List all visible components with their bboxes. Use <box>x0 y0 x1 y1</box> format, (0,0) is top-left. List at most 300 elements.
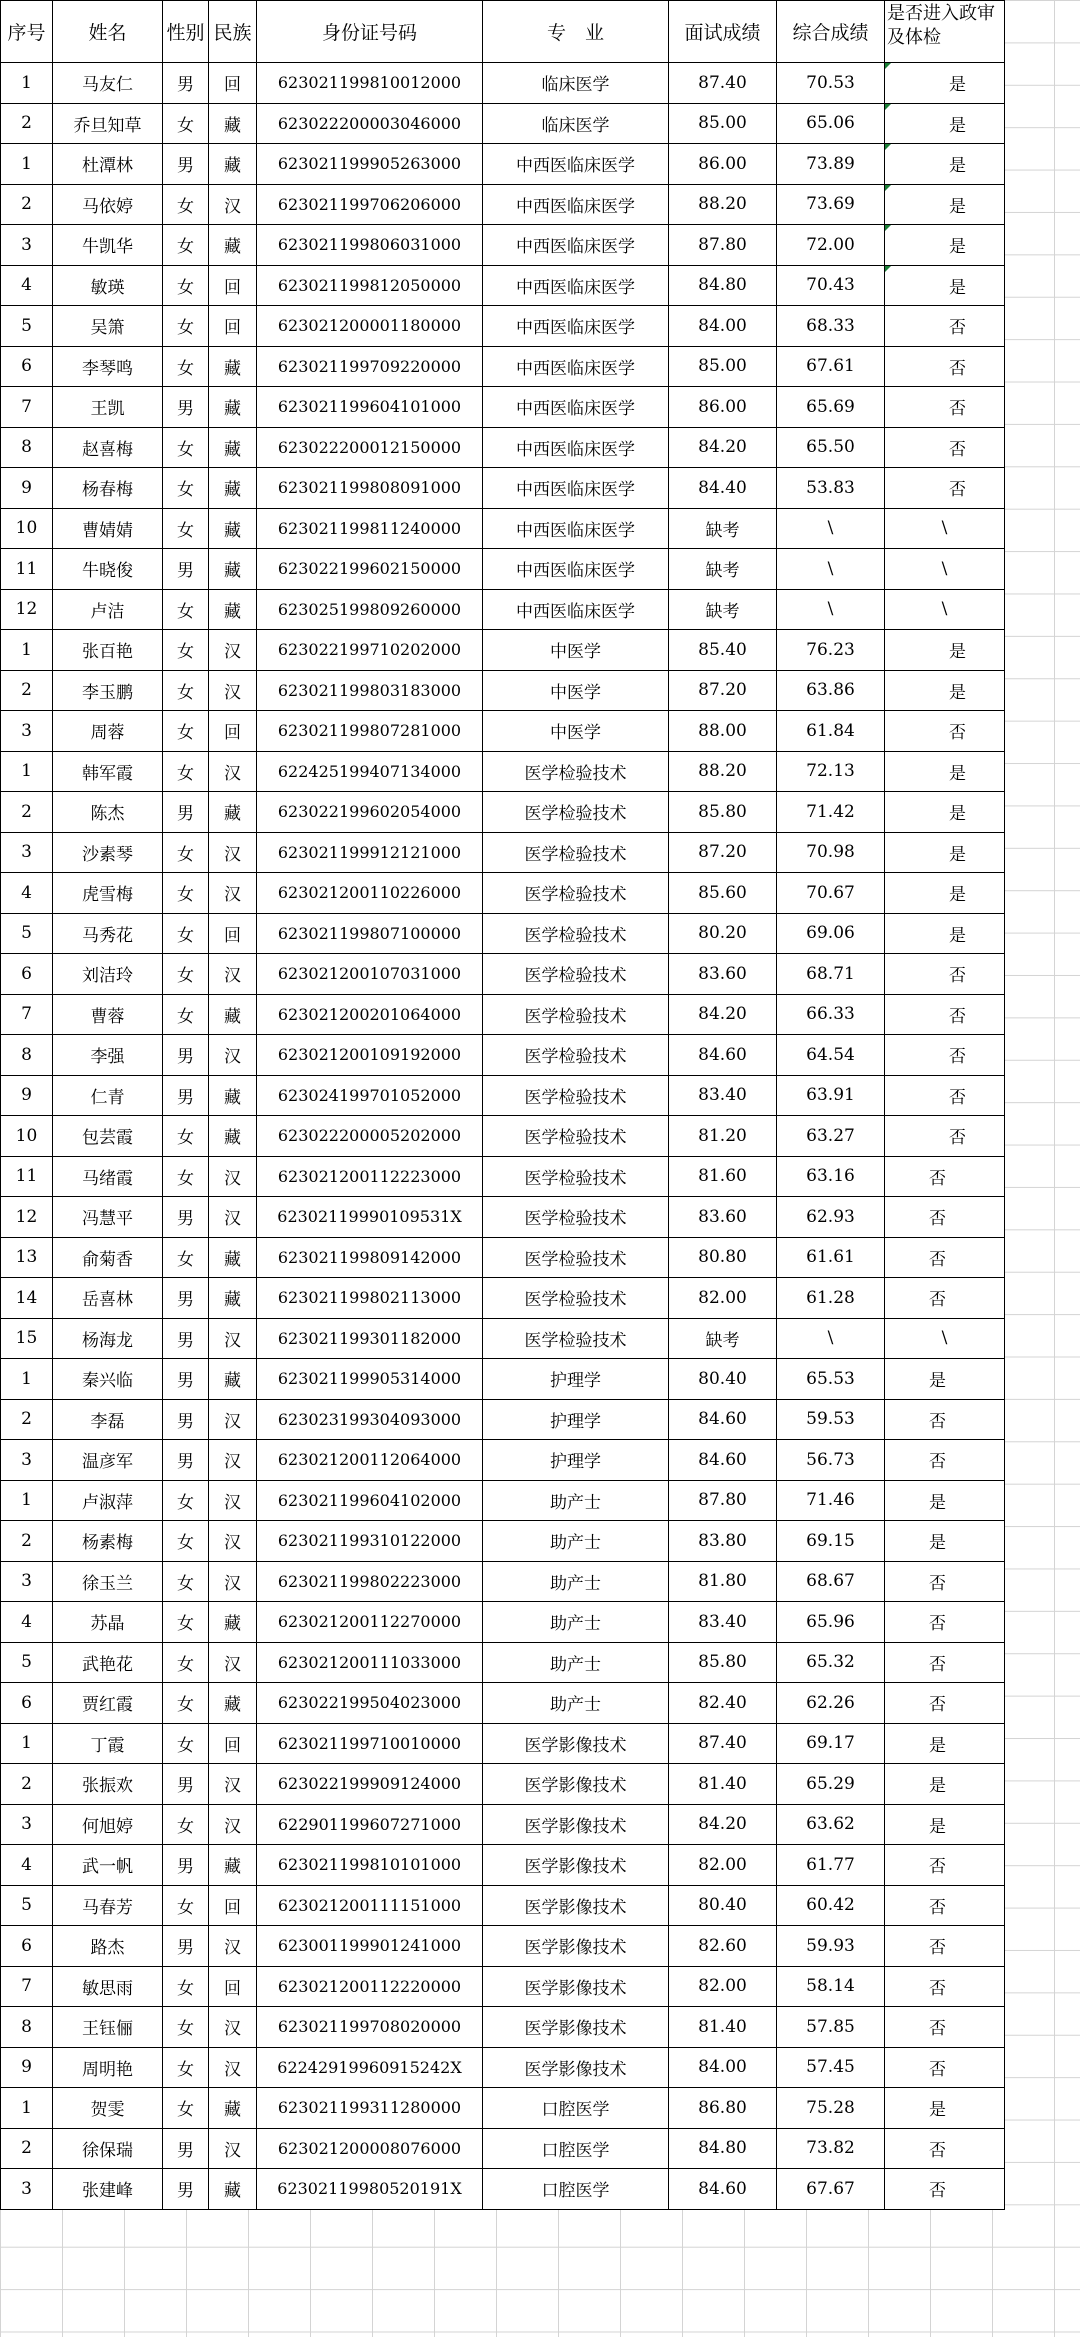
cell-id-number[interactable]: 62302119990109531X <box>257 1197 483 1238</box>
cell-id-number[interactable]: 623022199710202000 <box>257 630 483 671</box>
cell-seq[interactable]: 9 <box>1 468 53 509</box>
cell-gender[interactable]: 女 <box>163 225 209 266</box>
cell-gender[interactable]: 男 <box>163 2169 209 2210</box>
cell-ethnicity[interactable]: 藏 <box>209 387 257 428</box>
cell-name[interactable]: 杨春梅 <box>53 468 163 509</box>
cell-ethnicity[interactable]: 藏 <box>209 1278 257 1319</box>
cell-review-status[interactable]: 否 <box>885 994 1005 1035</box>
cell-ethnicity[interactable]: 汉 <box>209 1318 257 1359</box>
cell-gender[interactable]: 女 <box>163 1521 209 1562</box>
cell-gender[interactable]: 女 <box>163 1804 209 1845</box>
cell-ethnicity[interactable]: 回 <box>209 1885 257 1926</box>
cell-gender[interactable]: 男 <box>163 1845 209 1886</box>
cell-name[interactable]: 俞菊香 <box>53 1237 163 1278</box>
cell-interview-score[interactable]: 85.40 <box>669 630 777 671</box>
cell-id-number[interactable]: 623021199709220000 <box>257 346 483 387</box>
cell-gender[interactable]: 女 <box>163 103 209 144</box>
cell-id-number[interactable]: 623022200005202000 <box>257 1116 483 1157</box>
cell-ethnicity[interactable]: 藏 <box>209 1602 257 1643</box>
cell-major[interactable]: 中西医临床医学 <box>483 427 669 468</box>
cell-composite-score[interactable]: 60.42 <box>777 1885 885 1926</box>
cell-ethnicity[interactable]: 藏 <box>209 225 257 266</box>
cell-composite-score[interactable]: 73.69 <box>777 184 885 225</box>
cell-major[interactable]: 医学检验技术 <box>483 1156 669 1197</box>
cell-id-number[interactable]: 623021200112223000 <box>257 1156 483 1197</box>
cell-name[interactable]: 赵喜梅 <box>53 427 163 468</box>
cell-name[interactable]: 杨素梅 <box>53 1521 163 1562</box>
cell-name[interactable]: 温彦军 <box>53 1440 163 1481</box>
cell-id-number[interactable]: 623021199604102000 <box>257 1480 483 1521</box>
cell-name[interactable]: 李琴鸣 <box>53 346 163 387</box>
cell-gender[interactable]: 男 <box>163 1764 209 1805</box>
cell-ethnicity[interactable]: 藏 <box>209 1237 257 1278</box>
cell-composite-score[interactable]: \ <box>777 1318 885 1359</box>
cell-ethnicity[interactable]: 汉 <box>209 1764 257 1805</box>
cell-major[interactable]: 医学检验技术 <box>483 954 669 995</box>
cell-interview-score[interactable]: 85.00 <box>669 346 777 387</box>
cell-gender[interactable]: 男 <box>163 1318 209 1359</box>
cell-seq[interactable]: 8 <box>1 1035 53 1076</box>
cell-name[interactable]: 吴箫 <box>53 306 163 347</box>
cell-ethnicity[interactable]: 藏 <box>209 508 257 549</box>
cell-name[interactable]: 周蓉 <box>53 711 163 752</box>
cell-gender[interactable]: 女 <box>163 2047 209 2088</box>
cell-interview-score[interactable]: 85.80 <box>669 1642 777 1683</box>
cell-review-status[interactable]: 是 <box>885 1480 1005 1521</box>
cell-major[interactable]: 助产士 <box>483 1683 669 1724</box>
header-ethnicity[interactable]: 民族 <box>209 1 257 63</box>
cell-review-status[interactable]: 否 <box>885 346 1005 387</box>
cell-seq[interactable]: 3 <box>1 225 53 266</box>
cell-id-number[interactable]: 623021200111033000 <box>257 1642 483 1683</box>
cell-interview-score[interactable]: 81.40 <box>669 1764 777 1805</box>
cell-seq[interactable]: 2 <box>1 184 53 225</box>
cell-gender[interactable]: 女 <box>163 1602 209 1643</box>
cell-interview-score[interactable]: 81.60 <box>669 1156 777 1197</box>
cell-id-number[interactable]: 623021200001180000 <box>257 306 483 347</box>
cell-interview-score[interactable]: 82.00 <box>669 1966 777 2007</box>
cell-ethnicity[interactable]: 汉 <box>209 751 257 792</box>
cell-ethnicity[interactable]: 回 <box>209 63 257 104</box>
cell-major[interactable]: 医学检验技术 <box>483 751 669 792</box>
cell-gender[interactable]: 男 <box>163 1440 209 1481</box>
cell-name[interactable]: 乔旦知草 <box>53 103 163 144</box>
cell-ethnicity[interactable]: 藏 <box>209 1683 257 1724</box>
cell-interview-score[interactable]: 缺考 <box>669 1318 777 1359</box>
cell-name[interactable]: 张建峰 <box>53 2169 163 2210</box>
cell-seq[interactable]: 7 <box>1 387 53 428</box>
cell-name[interactable]: 曹婧婧 <box>53 508 163 549</box>
cell-review-status[interactable]: 是 <box>885 751 1005 792</box>
cell-ethnicity[interactable]: 藏 <box>209 427 257 468</box>
cell-name[interactable]: 包芸霞 <box>53 1116 163 1157</box>
cell-interview-score[interactable]: 84.20 <box>669 994 777 1035</box>
cell-gender[interactable]: 女 <box>163 184 209 225</box>
cell-interview-score[interactable]: 88.20 <box>669 751 777 792</box>
cell-interview-score[interactable]: 88.00 <box>669 711 777 752</box>
cell-composite-score[interactable]: 65.96 <box>777 1602 885 1643</box>
cell-ethnicity[interactable]: 回 <box>209 711 257 752</box>
cell-review-status[interactable]: 否 <box>885 1926 1005 1967</box>
cell-seq[interactable]: 1 <box>1 63 53 104</box>
cell-interview-score[interactable]: 83.80 <box>669 1521 777 1562</box>
cell-name[interactable]: 王钰俪 <box>53 2007 163 2048</box>
cell-gender[interactable]: 女 <box>163 630 209 671</box>
cell-seq[interactable]: 6 <box>1 1926 53 1967</box>
cell-name[interactable]: 敏思雨 <box>53 1966 163 2007</box>
cell-seq[interactable]: 10 <box>1 508 53 549</box>
cell-review-status[interactable]: 是 <box>885 63 1005 104</box>
cell-composite-score[interactable]: 58.14 <box>777 1966 885 2007</box>
cell-composite-score[interactable]: 71.46 <box>777 1480 885 1521</box>
cell-major[interactable]: 中西医临床医学 <box>483 306 669 347</box>
cell-name[interactable]: 陈杰 <box>53 792 163 833</box>
cell-major[interactable]: 护理学 <box>483 1359 669 1400</box>
cell-interview-score[interactable]: 80.20 <box>669 913 777 954</box>
cell-seq[interactable]: 5 <box>1 306 53 347</box>
cell-major[interactable]: 中西医临床医学 <box>483 468 669 509</box>
cell-review-status[interactable]: 否 <box>885 1561 1005 1602</box>
cell-gender[interactable]: 女 <box>163 832 209 873</box>
cell-composite-score[interactable]: 61.84 <box>777 711 885 752</box>
cell-name[interactable]: 牛凯华 <box>53 225 163 266</box>
cell-id-number[interactable]: 623021199905314000 <box>257 1359 483 1400</box>
cell-review-status[interactable]: \ <box>885 508 1005 549</box>
cell-id-number[interactable]: 623021199803183000 <box>257 670 483 711</box>
cell-seq[interactable]: 3 <box>1 1561 53 1602</box>
cell-interview-score[interactable]: 87.40 <box>669 63 777 104</box>
cell-gender[interactable]: 男 <box>163 387 209 428</box>
cell-composite-score[interactable]: 61.28 <box>777 1278 885 1319</box>
cell-interview-score[interactable]: 84.60 <box>669 1035 777 1076</box>
cell-ethnicity[interactable]: 汉 <box>209 1642 257 1683</box>
cell-interview-score[interactable]: 83.40 <box>669 1602 777 1643</box>
cell-name[interactable]: 贺雯 <box>53 2088 163 2129</box>
cell-ethnicity[interactable]: 回 <box>209 306 257 347</box>
cell-gender[interactable]: 男 <box>163 144 209 185</box>
cell-name[interactable]: 武艳花 <box>53 1642 163 1683</box>
cell-id-number[interactable]: 623021199807281000 <box>257 711 483 752</box>
cell-review-status[interactable]: 否 <box>885 1075 1005 1116</box>
cell-interview-score[interactable]: 88.20 <box>669 184 777 225</box>
cell-composite-score[interactable]: 69.17 <box>777 1723 885 1764</box>
cell-ethnicity[interactable]: 藏 <box>209 1116 257 1157</box>
cell-id-number[interactable]: 623021200109192000 <box>257 1035 483 1076</box>
cell-seq[interactable]: 8 <box>1 427 53 468</box>
cell-seq[interactable]: 1 <box>1 144 53 185</box>
cell-composite-score[interactable]: 63.16 <box>777 1156 885 1197</box>
cell-composite-score[interactable]: 69.15 <box>777 1521 885 1562</box>
cell-composite-score[interactable]: 75.28 <box>777 2088 885 2129</box>
cell-id-number[interactable]: 623021199810012000 <box>257 63 483 104</box>
cell-composite-score[interactable]: 63.62 <box>777 1804 885 1845</box>
cell-id-number[interactable]: 623021200201064000 <box>257 994 483 1035</box>
cell-id-number[interactable]: 623022200003046000 <box>257 103 483 144</box>
cell-id-number[interactable]: 623021200112220000 <box>257 1966 483 2007</box>
cell-review-status[interactable]: 是 <box>885 1723 1005 1764</box>
cell-seq[interactable]: 9 <box>1 1075 53 1116</box>
cell-id-number[interactable]: 623021199710010000 <box>257 1723 483 1764</box>
cell-name[interactable]: 徐玉兰 <box>53 1561 163 1602</box>
cell-interview-score[interactable]: 84.00 <box>669 2047 777 2088</box>
cell-gender[interactable]: 男 <box>163 1035 209 1076</box>
cell-seq[interactable]: 12 <box>1 589 53 630</box>
cell-ethnicity[interactable]: 汉 <box>209 1480 257 1521</box>
cell-review-status[interactable]: 否 <box>885 468 1005 509</box>
cell-review-status[interactable]: 是 <box>885 873 1005 914</box>
cell-ethnicity[interactable]: 藏 <box>209 144 257 185</box>
cell-review-status[interactable]: 否 <box>885 1116 1005 1157</box>
cell-seq[interactable]: 1 <box>1 1359 53 1400</box>
cell-review-status[interactable]: 否 <box>885 1156 1005 1197</box>
cell-ethnicity[interactable]: 汉 <box>209 832 257 873</box>
cell-major[interactable]: 临床医学 <box>483 103 669 144</box>
cell-composite-score[interactable]: 59.93 <box>777 1926 885 1967</box>
cell-seq[interactable]: 1 <box>1 751 53 792</box>
cell-gender[interactable]: 女 <box>163 873 209 914</box>
cell-id-number[interactable]: 62242919960915242X <box>257 2047 483 2088</box>
cell-review-status[interactable]: \ <box>885 589 1005 630</box>
cell-name[interactable]: 张振欢 <box>53 1764 163 1805</box>
cell-ethnicity[interactable]: 藏 <box>209 2169 257 2210</box>
cell-major[interactable]: 医学检验技术 <box>483 1197 669 1238</box>
cell-seq[interactable]: 6 <box>1 954 53 995</box>
cell-id-number[interactable]: 623025199809260000 <box>257 589 483 630</box>
cell-gender[interactable]: 女 <box>163 1723 209 1764</box>
cell-ethnicity[interactable]: 藏 <box>209 1359 257 1400</box>
cell-seq[interactable]: 3 <box>1 832 53 873</box>
cell-name[interactable]: 曹蓉 <box>53 994 163 1035</box>
cell-major[interactable]: 中医学 <box>483 711 669 752</box>
cell-major[interactable]: 中西医临床医学 <box>483 549 669 590</box>
cell-composite-score[interactable]: 67.67 <box>777 2169 885 2210</box>
cell-interview-score[interactable]: 85.60 <box>669 873 777 914</box>
cell-major[interactable]: 医学检验技术 <box>483 832 669 873</box>
cell-id-number[interactable]: 623021199912121000 <box>257 832 483 873</box>
cell-major[interactable]: 医学影像技术 <box>483 1723 669 1764</box>
cell-interview-score[interactable]: 81.80 <box>669 1561 777 1602</box>
cell-major[interactable]: 口腔医学 <box>483 2128 669 2169</box>
cell-interview-score[interactable]: 84.60 <box>669 1440 777 1481</box>
cell-name[interactable]: 卢洁 <box>53 589 163 630</box>
cell-ethnicity[interactable]: 汉 <box>209 1035 257 1076</box>
cell-id-number[interactable]: 623021199812050000 <box>257 265 483 306</box>
cell-ethnicity[interactable]: 汉 <box>209 1440 257 1481</box>
cell-review-status[interactable]: 否 <box>885 1440 1005 1481</box>
cell-composite-score[interactable]: 76.23 <box>777 630 885 671</box>
cell-ethnicity[interactable]: 汉 <box>209 1926 257 1967</box>
cell-gender[interactable]: 男 <box>163 1075 209 1116</box>
cell-review-status[interactable]: 否 <box>885 1602 1005 1643</box>
cell-ethnicity[interactable]: 藏 <box>209 1845 257 1886</box>
cell-major[interactable]: 医学检验技术 <box>483 1035 669 1076</box>
cell-composite-score[interactable]: 72.13 <box>777 751 885 792</box>
cell-name[interactable]: 王凯 <box>53 387 163 428</box>
cell-interview-score[interactable]: 86.80 <box>669 2088 777 2129</box>
cell-gender[interactable]: 女 <box>163 1561 209 1602</box>
cell-composite-score[interactable]: 62.26 <box>777 1683 885 1724</box>
cell-id-number[interactable]: 623022199602054000 <box>257 792 483 833</box>
cell-gender[interactable]: 男 <box>163 2128 209 2169</box>
cell-ethnicity[interactable]: 藏 <box>209 589 257 630</box>
cell-composite-score[interactable]: 63.86 <box>777 670 885 711</box>
cell-ethnicity[interactable]: 藏 <box>209 792 257 833</box>
cell-id-number[interactable]: 62302119980520191X <box>257 2169 483 2210</box>
cell-composite-score[interactable]: 67.61 <box>777 346 885 387</box>
cell-id-number[interactable]: 623021199802223000 <box>257 1561 483 1602</box>
cell-composite-score[interactable]: 70.43 <box>777 265 885 306</box>
cell-composite-score[interactable]: 65.32 <box>777 1642 885 1683</box>
cell-ethnicity[interactable]: 藏 <box>209 994 257 1035</box>
cell-major[interactable]: 护理学 <box>483 1399 669 1440</box>
cell-gender[interactable]: 女 <box>163 508 209 549</box>
cell-name[interactable]: 马春芳 <box>53 1885 163 1926</box>
cell-review-status[interactable]: 否 <box>885 1642 1005 1683</box>
cell-major[interactable]: 助产士 <box>483 1602 669 1643</box>
cell-review-status[interactable]: 否 <box>885 2047 1005 2088</box>
cell-name[interactable]: 徐保瑞 <box>53 2128 163 2169</box>
cell-review-status[interactable]: 否 <box>885 1966 1005 2007</box>
cell-seq[interactable]: 11 <box>1 1156 53 1197</box>
cell-review-status[interactable]: 是 <box>885 265 1005 306</box>
cell-id-number[interactable]: 623021199708020000 <box>257 2007 483 2048</box>
cell-review-status[interactable]: \ <box>885 1318 1005 1359</box>
cell-interview-score[interactable]: 82.60 <box>669 1926 777 1967</box>
cell-interview-score[interactable]: 84.80 <box>669 265 777 306</box>
cell-id-number[interactable]: 623021199905263000 <box>257 144 483 185</box>
cell-ethnicity[interactable]: 藏 <box>209 346 257 387</box>
cell-composite-score[interactable]: 61.61 <box>777 1237 885 1278</box>
cell-gender[interactable]: 女 <box>163 994 209 1035</box>
cell-major[interactable]: 中西医临床医学 <box>483 346 669 387</box>
cell-name[interactable]: 韩军霞 <box>53 751 163 792</box>
cell-ethnicity[interactable]: 汉 <box>209 1521 257 1562</box>
cell-gender[interactable]: 女 <box>163 2088 209 2129</box>
cell-major[interactable]: 医学影像技术 <box>483 1966 669 2007</box>
cell-composite-score[interactable]: 73.82 <box>777 2128 885 2169</box>
cell-composite-score[interactable]: 65.50 <box>777 427 885 468</box>
cell-review-status[interactable]: 否 <box>885 1683 1005 1724</box>
cell-major[interactable]: 医学检验技术 <box>483 994 669 1035</box>
cell-gender[interactable]: 女 <box>163 346 209 387</box>
cell-composite-score[interactable]: 70.53 <box>777 63 885 104</box>
cell-ethnicity[interactable]: 藏 <box>209 1075 257 1116</box>
cell-major[interactable]: 医学影像技术 <box>483 2047 669 2088</box>
cell-composite-score[interactable]: 56.73 <box>777 1440 885 1481</box>
header-id-number[interactable]: 身份证号码 <box>257 1 483 63</box>
cell-major[interactable]: 中西医临床医学 <box>483 387 669 428</box>
cell-id-number[interactable]: 622425199407134000 <box>257 751 483 792</box>
cell-id-number[interactable]: 623022199909124000 <box>257 1764 483 1805</box>
cell-interview-score[interactable]: 87.80 <box>669 225 777 266</box>
cell-name[interactable]: 杜潭林 <box>53 144 163 185</box>
cell-seq[interactable]: 3 <box>1 2169 53 2210</box>
cell-ethnicity[interactable]: 藏 <box>209 468 257 509</box>
cell-composite-score[interactable]: 57.85 <box>777 2007 885 2048</box>
cell-review-status[interactable]: 是 <box>885 670 1005 711</box>
cell-gender[interactable]: 女 <box>163 751 209 792</box>
cell-id-number[interactable]: 623021199811240000 <box>257 508 483 549</box>
cell-id-number[interactable]: 623021199808091000 <box>257 468 483 509</box>
cell-interview-score[interactable]: 84.40 <box>669 468 777 509</box>
cell-name[interactable]: 苏晶 <box>53 1602 163 1643</box>
cell-composite-score[interactable]: 68.67 <box>777 1561 885 1602</box>
cell-name[interactable]: 冯慧平 <box>53 1197 163 1238</box>
cell-name[interactable]: 武一帆 <box>53 1845 163 1886</box>
header-seq[interactable]: 序号 <box>1 1 53 63</box>
cell-ethnicity[interactable]: 汉 <box>209 954 257 995</box>
cell-ethnicity[interactable]: 汉 <box>209 873 257 914</box>
cell-interview-score[interactable]: 82.40 <box>669 1683 777 1724</box>
cell-major[interactable]: 口腔医学 <box>483 2088 669 2129</box>
cell-interview-score[interactable]: 87.20 <box>669 832 777 873</box>
cell-id-number[interactable]: 623022200012150000 <box>257 427 483 468</box>
cell-seq[interactable]: 15 <box>1 1318 53 1359</box>
cell-review-status[interactable]: 否 <box>885 427 1005 468</box>
cell-major[interactable]: 助产士 <box>483 1480 669 1521</box>
cell-name[interactable]: 周明艳 <box>53 2047 163 2088</box>
header-composite-score[interactable]: 综合成绩 <box>777 1 885 63</box>
cell-gender[interactable]: 女 <box>163 468 209 509</box>
cell-interview-score[interactable]: 80.40 <box>669 1885 777 1926</box>
cell-seq[interactable]: 2 <box>1 1521 53 1562</box>
cell-review-status[interactable]: 否 <box>885 711 1005 752</box>
cell-gender[interactable]: 男 <box>163 792 209 833</box>
cell-ethnicity[interactable]: 汉 <box>209 2128 257 2169</box>
cell-major[interactable]: 临床医学 <box>483 63 669 104</box>
cell-interview-score[interactable]: 84.00 <box>669 306 777 347</box>
cell-gender[interactable]: 女 <box>163 1642 209 1683</box>
cell-gender[interactable]: 女 <box>163 1156 209 1197</box>
cell-gender[interactable]: 男 <box>163 1278 209 1319</box>
cell-id-number[interactable]: 623021199310122000 <box>257 1521 483 1562</box>
cell-ethnicity[interactable]: 汉 <box>209 2047 257 2088</box>
cell-major[interactable]: 护理学 <box>483 1440 669 1481</box>
cell-major[interactable]: 医学影像技术 <box>483 2007 669 2048</box>
cell-interview-score[interactable]: 85.80 <box>669 792 777 833</box>
cell-review-status[interactable]: 是 <box>885 913 1005 954</box>
cell-major[interactable]: 中西医临床医学 <box>483 184 669 225</box>
cell-review-status[interactable]: 是 <box>885 2088 1005 2129</box>
cell-seq[interactable]: 6 <box>1 346 53 387</box>
cell-interview-score[interactable]: 80.40 <box>669 1359 777 1400</box>
cell-interview-score[interactable]: 84.20 <box>669 1804 777 1845</box>
cell-gender[interactable]: 男 <box>163 1197 209 1238</box>
cell-name[interactable]: 秦兴临 <box>53 1359 163 1400</box>
cell-review-status[interactable]: 否 <box>885 1237 1005 1278</box>
cell-major[interactable]: 医学检验技术 <box>483 913 669 954</box>
cell-name[interactable]: 李玉鹏 <box>53 670 163 711</box>
cell-ethnicity[interactable]: 汉 <box>209 670 257 711</box>
cell-name[interactable]: 岳喜林 <box>53 1278 163 1319</box>
cell-major[interactable]: 口腔医学 <box>483 2169 669 2210</box>
cell-name[interactable]: 沙素琴 <box>53 832 163 873</box>
cell-gender[interactable]: 女 <box>163 1885 209 1926</box>
cell-seq[interactable]: 3 <box>1 1440 53 1481</box>
cell-interview-score[interactable]: 81.20 <box>669 1116 777 1157</box>
cell-gender[interactable]: 女 <box>163 306 209 347</box>
header-gender[interactable]: 性别 <box>163 1 209 63</box>
cell-seq[interactable]: 12 <box>1 1197 53 1238</box>
cell-name[interactable]: 李磊 <box>53 1399 163 1440</box>
cell-id-number[interactable]: 623023199304093000 <box>257 1399 483 1440</box>
cell-review-status[interactable]: 是 <box>885 144 1005 185</box>
cell-composite-score[interactable]: \ <box>777 589 885 630</box>
cell-name[interactable]: 刘洁玲 <box>53 954 163 995</box>
cell-major[interactable]: 医学检验技术 <box>483 792 669 833</box>
cell-name[interactable]: 马依婷 <box>53 184 163 225</box>
cell-major[interactable]: 中西医临床医学 <box>483 144 669 185</box>
